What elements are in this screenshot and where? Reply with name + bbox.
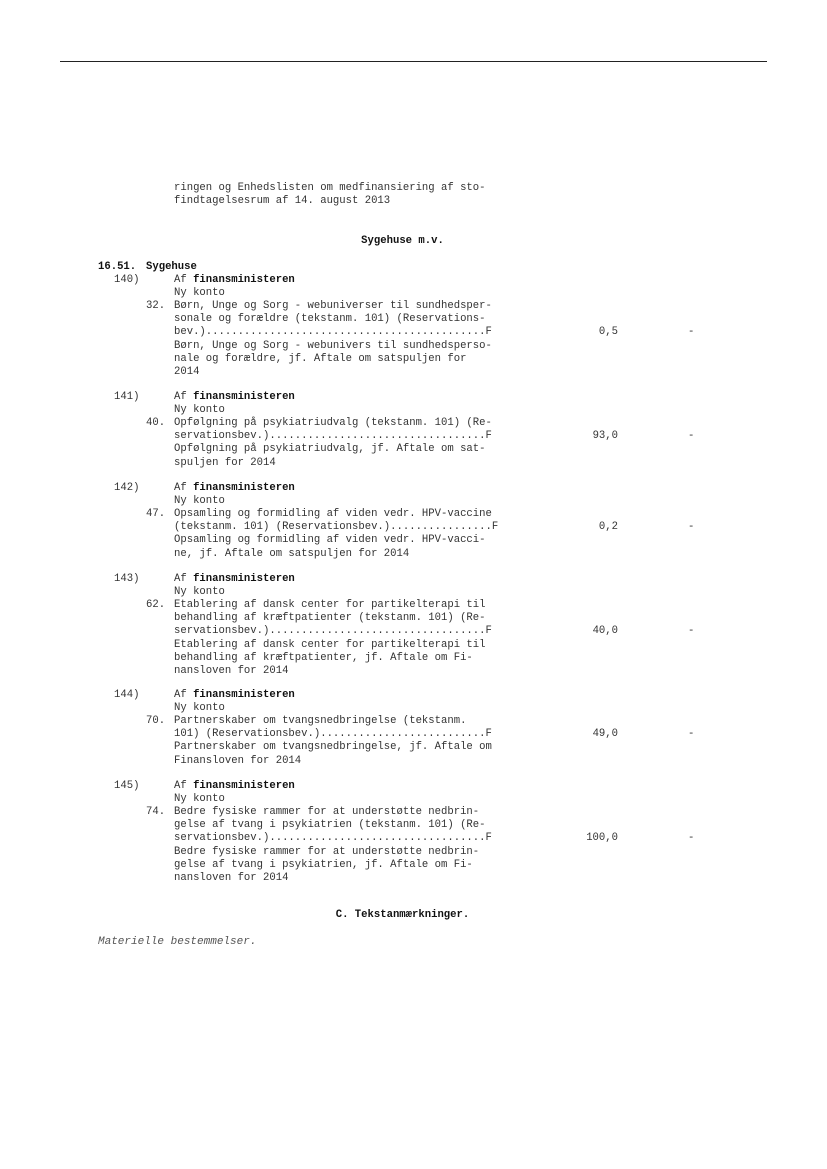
konto-label: Ny konto: [174, 495, 225, 508]
proposer-line: [174, 482, 295, 495]
item-number: 70.: [146, 715, 166, 728]
item-text-line: servationsbev.)..................................F: [174, 832, 492, 845]
item-note-line: Bedre fysiske rammer for at understøtte nedbrin-: [174, 845, 480, 858]
item-amount: 40,0: [592, 625, 618, 638]
item-text-line: Opsamling og formidling af viden vedr. HPV-vaccine: [174, 508, 492, 521]
proposer-line: [174, 391, 295, 404]
proposer-prefix: Af: [174, 780, 194, 792]
item-note-line: nansloven for 2014: [174, 871, 289, 884]
proposer-line: [174, 573, 295, 586]
item-dash: -: [688, 832, 695, 845]
intro-line: ringen og Enhedslisten om medfinansiering af sto-: [174, 182, 486, 194]
proposer-prefix: Af: [174, 689, 194, 701]
item-number: 62.: [146, 599, 166, 612]
konto-label: Ny konto: [174, 404, 225, 417]
konto-label: Ny konto: [174, 586, 225, 599]
item-note-line: Børn, Unge og Sorg - webunivers til sundhedsperso-: [174, 339, 492, 352]
amendment-number: 141): [114, 391, 140, 403]
proposer-name: finansministeren: [193, 482, 295, 494]
item-dash: -: [688, 728, 695, 741]
item-note-line: 2014: [174, 365, 200, 378]
amendment-number: 142): [114, 482, 140, 494]
item-dash: -: [688, 326, 695, 339]
item-text-line: Bedre fysiske rammer for at understøtte nedbrin-: [174, 806, 480, 819]
section-c-title: C. Tekstanmærkninger.: [335, 909, 470, 921]
item-dash: -: [688, 521, 695, 534]
proposer-line: [174, 780, 295, 793]
item-number: 40.: [146, 417, 166, 430]
proposer-name: finansministeren: [193, 274, 295, 286]
item-text-line: (tekstanm. 101) (Reservationsbev.)................F: [174, 521, 499, 534]
item-note-line: Etablering af dansk center for partikelterapi til: [174, 638, 486, 651]
item-text-line: servationsbev.)..................................F: [174, 430, 492, 443]
item-amount: 0,5: [598, 326, 618, 339]
materielle-heading: Materielle bestemmelser.: [98, 936, 257, 948]
subsection-title: Sygehuse: [146, 261, 197, 273]
proposer-prefix: Af: [174, 274, 194, 286]
proposer-line: [174, 689, 295, 702]
item-text-line: servationsbev.)..................................F: [174, 625, 492, 638]
item-note-line: Opsamling og formidling af viden vedr. HPV-vacci-: [174, 534, 486, 547]
proposer-prefix: Af: [174, 391, 194, 403]
amendment-number: 140): [114, 274, 140, 286]
item-note-line: Partnerskaber om tvangsnedbringelse, jf. Aftale om: [174, 741, 492, 754]
proposer-name: finansministeren: [193, 391, 295, 403]
item-text-line: 101) (Reservationsbev.)..........................F: [174, 728, 492, 741]
item-text-line: Børn, Unge og Sorg - webuniverser til sundhedsper-: [174, 300, 492, 313]
item-text-line: gelse af tvang i psykiatrien (tekstanm. 101) (Re-: [174, 819, 486, 832]
item-amount: 49,0: [592, 728, 618, 741]
proposer-line: [174, 274, 295, 287]
item-text-line: bev.)............................................F: [174, 326, 492, 339]
item-text-line: Etablering af dansk center for partikelterapi til: [174, 599, 486, 612]
proposer-name: finansministeren: [193, 780, 295, 792]
item-amount: 93,0: [592, 430, 618, 443]
amendment-number: 144): [114, 689, 140, 701]
item-note-line: Finansloven for 2014: [174, 754, 302, 767]
item-amount: 0,2: [598, 521, 618, 534]
item-note-line: behandling af kræftpatienter, jf. Aftale om Fi-: [174, 651, 473, 664]
item-dash: -: [688, 430, 695, 443]
item-note-line: Opfølgning på psykiatriudvalg, jf. Aftale om sat-: [174, 443, 486, 456]
item-text-line: Partnerskaber om tvangsnedbringelse (tekstanm.: [174, 715, 467, 728]
item-number: 32.: [146, 300, 166, 313]
amendment-number: 145): [114, 780, 140, 792]
item-text-line: sonale og forældre (tekstanm. 101) (Reservations-: [174, 313, 486, 326]
proposer-name: finansministeren: [193, 689, 295, 701]
item-number: 47.: [146, 508, 166, 521]
item-note-line: spuljen for 2014: [174, 456, 276, 469]
item-text-line: Opfølgning på psykiatriudvalg (tekstanm. 101) (Re-: [174, 417, 492, 430]
item-note-line: nale og forældre, jf. Aftale om satspuljen for: [174, 352, 467, 365]
subsection-number: 16.51.: [98, 261, 137, 273]
proposer-prefix: Af: [174, 482, 194, 494]
item-note-line: ne, jf. Aftale om satspuljen for 2014: [174, 547, 410, 560]
item-note-line: nansloven for 2014: [174, 664, 289, 677]
proposer-prefix: Af: [174, 573, 194, 585]
konto-label: Ny konto: [174, 287, 225, 300]
intro-line: findtagelsesrum af 14. august 2013: [174, 195, 391, 208]
konto-label: Ny konto: [174, 793, 225, 806]
item-amount: 100,0: [586, 832, 618, 845]
item-text-line: behandling af kræftpatienter (tekstanm. 101) (Re-: [174, 612, 486, 625]
item-dash: -: [688, 625, 695, 638]
konto-label: Ny konto: [174, 702, 225, 715]
item-number: 74.: [146, 806, 166, 819]
item-note-line: gelse af tvang i psykiatrien, jf. Aftale om Fi-: [174, 858, 473, 871]
header-rule: [60, 61, 767, 62]
proposer-name: finansministeren: [193, 573, 295, 585]
amendment-number: 143): [114, 573, 140, 585]
section-title: Sygehuse m.v.: [361, 235, 444, 247]
